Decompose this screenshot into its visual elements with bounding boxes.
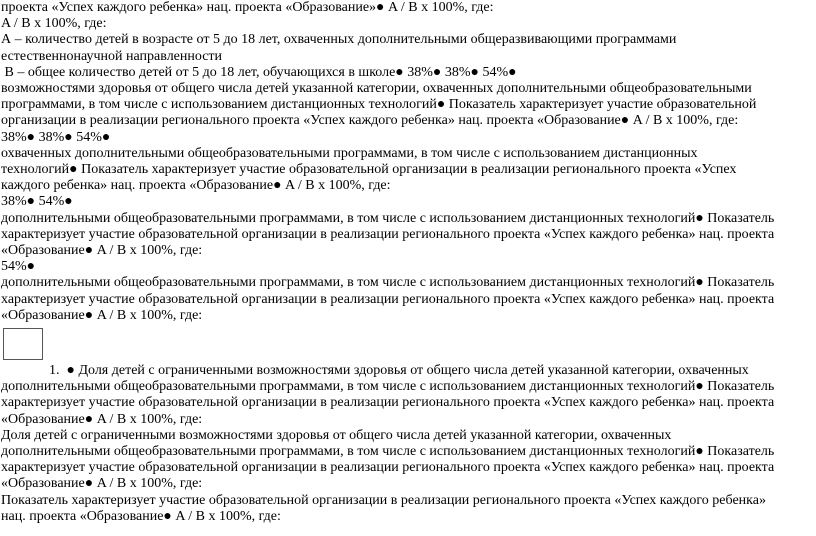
text-line: нац. проекта «Образование● A / B x 100%, где: <box>1 508 281 524</box>
text-line: 38%● 54%● <box>1 194 73 210</box>
text-line: «Образование● A / B x 100%, где: <box>1 307 203 323</box>
text-line: «Образование● A / B x 100%, где: <box>1 476 203 492</box>
text-line: характеризует участие образовательной организации в реализации регионального проекта «Успех каждого ребенка» нац. проекта <box>1 291 775 307</box>
text-line: организации в реализации регионального проекта «Успех каждого ребенка» нац. проекта «Образование● A / B x 100%, где: <box>1 113 739 129</box>
text-line: 54%● <box>1 259 36 275</box>
text-line: характеризует участие образовательной организации в реализации регионального проекта «Успех каждого ребенка» нац. проекта <box>1 226 775 242</box>
text-line: Доля детей с ограниченными возможностями здоровья от общего числа детей указанной категории, охваченных <box>1 427 672 443</box>
text-line: программами, в том числе с использованием дистанционных технологий● Показатель характеризует участие образовательной <box>1 97 757 113</box>
empty-image-placeholder <box>3 328 43 360</box>
text-line: каждого ребенка» нац. проекта «Образование● A / B x 100%, где: <box>1 178 391 194</box>
text-line: 38%● 38%● 54%● <box>1 129 111 145</box>
list-item-text: ● Доля детей с ограниченными возможностями здоровья от общего числа детей указанной категории, охваченных <box>66 363 749 379</box>
text-line: характеризует участие образовательной организации в реализации регионального проекта «Успех каждого ребенка» нац. проекта <box>1 460 775 476</box>
text-line: «Образование● A / B x 100%, где: <box>1 411 203 427</box>
text-line: дополнительными общеобразовательными программами, в том числе с использованием дистанционных технологий● Показатель <box>1 275 775 291</box>
text-line: B – общее количество детей от 5 до 18 лет, обучающихся в школе● 38%● 38%● 54%● <box>1 64 517 80</box>
text-line: дополнительными общеобразовательными программами, в том числе с использованием дистанционных технологий● Показатель <box>1 444 775 460</box>
text-block-1 <box>1 0 816 324</box>
text-line: охваченных дополнительными общеобразовательными программами, в том числе с использованием дистанционных <box>1 145 698 161</box>
list-number: 1. <box>49 363 60 379</box>
text-line: возможностями здоровья от общего числа детей указанной категории, охваченных дополнительными общеобразовательными <box>1 81 752 97</box>
text-line: «Образование● A / B x 100%, где: <box>1 243 203 259</box>
text-line: дополнительными общеобразовательными программами, в том числе с использованием дистанционных технологий● Показатель <box>1 210 775 226</box>
text-line: естественнонаучной направленности <box>1 48 223 64</box>
text-line: А – количество детей в возрасте от 5 до 18 лет, охваченных дополнительными общеразвивающими программами <box>1 32 677 48</box>
text-line: характеризует участие образовательной организации в реализации регионального проекта «Успех каждого ребенка» нац. проекта <box>1 395 775 411</box>
text-line: дополнительными общеобразовательными программами, в том числе с использованием дистанционных технологий● Показатель <box>1 379 775 395</box>
text-line: A / B x 100%, где: <box>1 16 107 32</box>
text-line: технологий● Показатель характеризует участие образовательной организации в реализации регионального проекта «Успех <box>1 162 737 178</box>
list-item <box>1 363 816 379</box>
text-block-2 <box>1 428 816 525</box>
numbered-list <box>1 363 816 428</box>
text-line: проекта «Успех каждого ребенка» нац. проекта «Образование»● A / B x 100%, где: <box>1 0 494 15</box>
text-line: Показатель характеризует участие образовательной организации в реализации регионального проекта «Успех каждого ребенка» <box>1 492 766 508</box>
